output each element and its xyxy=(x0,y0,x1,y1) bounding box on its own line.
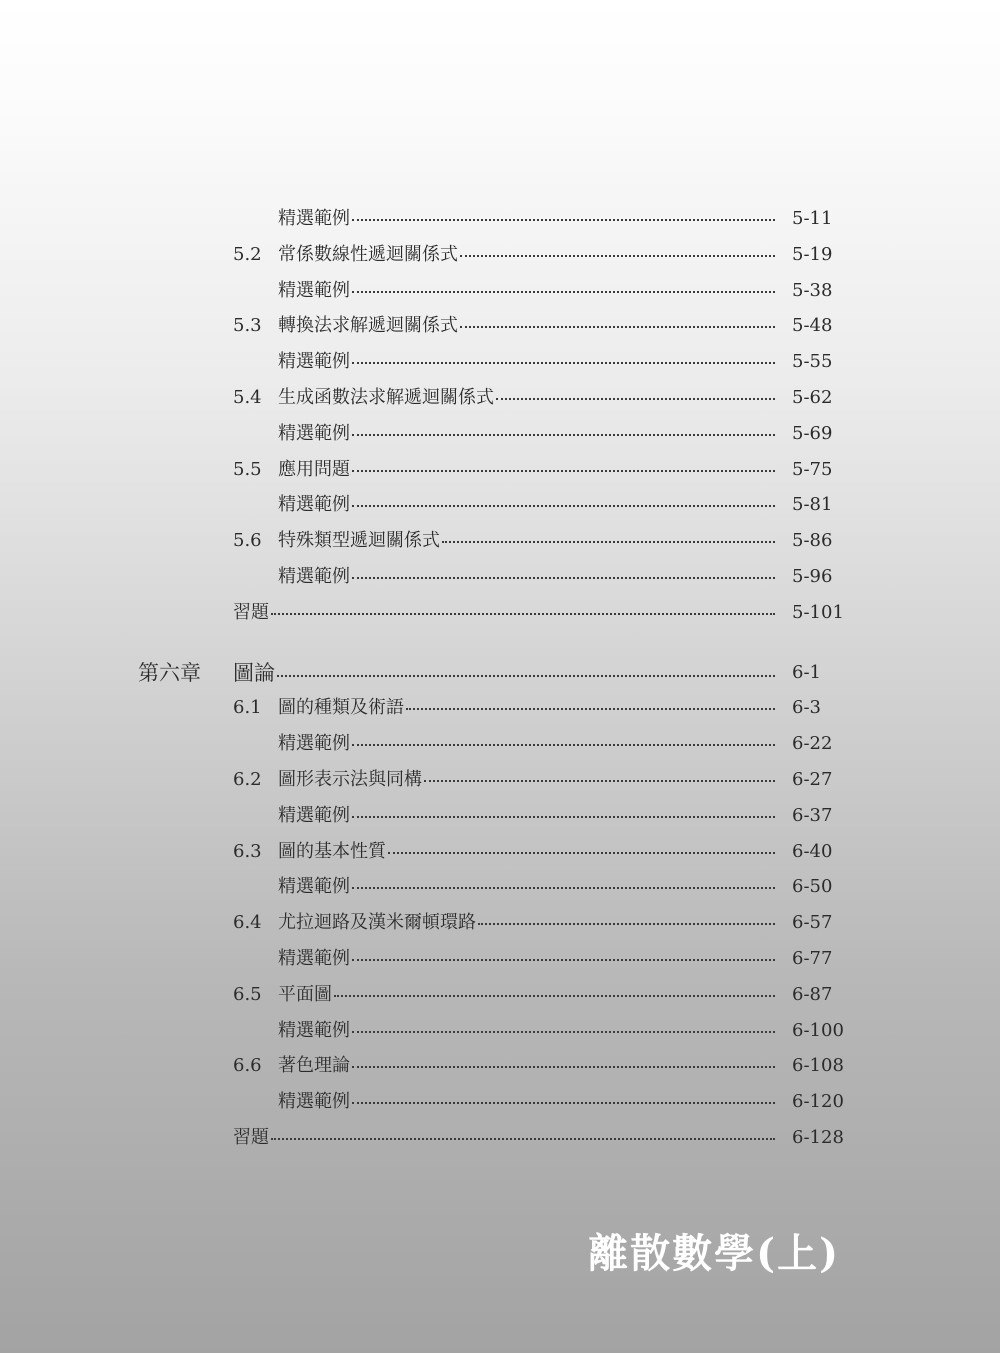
entry-title-text: 常係數線性遞迴關係式 xyxy=(278,243,458,265)
entry-title xyxy=(278,490,775,520)
page-number: 6-120 xyxy=(792,1091,844,1113)
toc-subsection-row xyxy=(0,419,1000,449)
dot-leader xyxy=(271,1138,775,1140)
entry-title xyxy=(278,204,775,234)
entry-title-text: 精選範例 xyxy=(278,422,350,444)
dot-leader xyxy=(271,613,775,615)
entry-title-text: 應用問題 xyxy=(278,458,350,480)
dot-leader xyxy=(352,470,775,472)
dot-leader xyxy=(334,995,775,997)
dot-leader xyxy=(352,434,775,436)
toc-subsection-row xyxy=(0,801,1000,831)
toc-subsection-row xyxy=(0,729,1000,759)
dot-leader xyxy=(352,362,775,364)
page-number: 5-86 xyxy=(792,530,833,552)
entry-title xyxy=(278,801,775,831)
page-number: 5-11 xyxy=(792,208,833,229)
toc-section-row xyxy=(0,980,1000,1010)
entry-title-text: 習題 xyxy=(233,1127,269,1148)
entry-title xyxy=(278,240,775,270)
toc-subsection-row xyxy=(0,347,1000,377)
entry-title xyxy=(278,347,775,377)
entry-title xyxy=(278,1087,775,1117)
entry-title-text: 圖形表示法與同構 xyxy=(278,769,422,790)
entry-title-text: 習題 xyxy=(233,601,269,623)
entry-title xyxy=(278,383,775,413)
page-number: 6-40 xyxy=(792,840,833,862)
dot-leader xyxy=(424,780,775,782)
entry-title xyxy=(278,562,775,592)
section-number: 5.4 xyxy=(233,387,262,408)
dot-leader xyxy=(352,744,775,746)
dot-leader xyxy=(496,398,775,400)
dot-leader xyxy=(460,255,775,257)
toc-section-row xyxy=(0,383,1000,413)
book-title: 離散數學(上) xyxy=(588,1230,840,1277)
toc-section-row xyxy=(0,1051,1000,1081)
page-number: 6-37 xyxy=(792,804,833,826)
page-number: 5-81 xyxy=(792,494,833,516)
dot-leader xyxy=(442,541,775,543)
entry-title xyxy=(278,276,775,306)
dot-leader xyxy=(460,326,775,328)
entry-title-text: 精選範例 xyxy=(278,279,350,301)
dot-leader xyxy=(352,505,775,507)
page-number: 5-19 xyxy=(792,243,833,265)
toc-section-row xyxy=(0,693,1000,723)
page-number: 6-87 xyxy=(792,983,833,1005)
entry-title-text: 生成函數法求解遞迴關係式 xyxy=(278,387,494,408)
dot-leader xyxy=(388,852,775,854)
entry-title-text: 圖的基本性質 xyxy=(278,840,386,862)
toc-subsection-row xyxy=(0,276,1000,306)
page-number: 6-22 xyxy=(792,733,833,755)
toc-section-row xyxy=(0,765,1000,795)
section-number: 6.2 xyxy=(233,769,262,790)
dot-leader xyxy=(406,708,775,710)
entry-title-text: 圖論 xyxy=(233,660,275,685)
entry-title xyxy=(233,1123,775,1153)
dot-leader xyxy=(352,219,775,221)
entry-title xyxy=(278,729,775,759)
entry-title xyxy=(278,526,775,556)
toc-section-row xyxy=(0,240,1000,270)
page-number: 6-50 xyxy=(792,876,833,898)
toc-exercises-row xyxy=(0,598,1000,628)
section-number: 5.2 xyxy=(233,243,262,265)
page-number: 6-1 xyxy=(792,661,821,683)
entry-title-text: 尤拉迴路及漢米爾頓環路 xyxy=(278,912,476,934)
toc-subsection-row xyxy=(0,872,1000,902)
section-number: 6.3 xyxy=(233,840,262,862)
toc-section-row xyxy=(0,908,1000,938)
section-number: 5.6 xyxy=(233,530,262,552)
page-number: 5-62 xyxy=(792,387,833,408)
toc-subsection-row xyxy=(0,944,1000,974)
page-number: 6-27 xyxy=(792,769,833,790)
page-number: 5-101 xyxy=(792,601,844,623)
dot-leader xyxy=(478,923,775,925)
section-number: 6.5 xyxy=(233,983,262,1005)
entry-title xyxy=(278,419,775,449)
page-number: 5-55 xyxy=(792,351,833,373)
toc-chapter-row xyxy=(0,658,1000,688)
page-number: 6-100 xyxy=(792,1019,844,1041)
entry-title xyxy=(278,980,775,1010)
section-number: 6.4 xyxy=(233,912,262,934)
entry-title xyxy=(278,837,775,867)
entry-title xyxy=(278,455,775,485)
entry-title xyxy=(233,658,775,688)
toc-section-row xyxy=(0,837,1000,867)
dot-leader xyxy=(352,1066,775,1068)
dot-leader xyxy=(277,675,775,677)
page-number: 5-48 xyxy=(792,315,833,337)
dot-leader xyxy=(352,1102,775,1104)
section-number: 6.6 xyxy=(233,1055,262,1077)
toc-subsection-row xyxy=(0,1016,1000,1046)
entry-title xyxy=(278,944,775,974)
page-number: 5-38 xyxy=(792,279,833,301)
page-number: 6-57 xyxy=(792,912,833,934)
dot-leader xyxy=(352,291,775,293)
page-number: 5-96 xyxy=(792,566,833,587)
page-number: 6-77 xyxy=(792,948,833,969)
section-number: 5.5 xyxy=(233,458,262,480)
entry-title-text: 精選範例 xyxy=(278,351,350,373)
section-number: 6.1 xyxy=(233,697,262,719)
toc-exercises-row xyxy=(0,1123,1000,1153)
page-number: 6-3 xyxy=(792,697,821,719)
toc-section-row xyxy=(0,526,1000,556)
dot-leader xyxy=(352,959,775,961)
dot-leader xyxy=(352,1031,775,1033)
toc-subsection-row xyxy=(0,562,1000,592)
toc-subsection-row xyxy=(0,1087,1000,1117)
entry-title-text: 精選範例 xyxy=(278,948,350,969)
entry-title-text: 圖的種類及術語 xyxy=(278,697,404,719)
entry-title xyxy=(278,765,775,795)
entry-title-text: 精選範例 xyxy=(278,1019,350,1041)
section-number: 5.3 xyxy=(233,315,262,337)
entry-title-text: 精選範例 xyxy=(278,876,350,898)
entry-title-text: 精選範例 xyxy=(278,208,350,229)
entry-title xyxy=(278,872,775,902)
entry-title-text: 精選範例 xyxy=(278,494,350,516)
page-number: 5-75 xyxy=(792,458,833,480)
entry-title xyxy=(233,598,775,628)
page-number: 5-69 xyxy=(792,422,833,444)
entry-title-text: 轉換法求解遞迴關係式 xyxy=(278,315,458,337)
dot-leader xyxy=(352,887,775,889)
toc-subsection-row xyxy=(0,204,1000,234)
entry-title xyxy=(278,1016,775,1046)
entry-title xyxy=(278,908,775,938)
entry-title xyxy=(278,693,775,723)
page-number: 6-128 xyxy=(792,1127,844,1148)
toc-section-row xyxy=(0,455,1000,485)
entry-title-text: 特殊類型遞迴關係式 xyxy=(278,530,440,552)
dot-leader xyxy=(352,577,775,579)
page-number: 6-108 xyxy=(792,1055,844,1077)
toc-subsection-row xyxy=(0,490,1000,520)
entry-title-text: 著色理論 xyxy=(278,1055,350,1077)
entry-title-text: 精選範例 xyxy=(278,566,350,587)
chapter-number: 第六章 xyxy=(138,660,201,685)
entry-title-text: 平面圖 xyxy=(278,983,332,1005)
entry-title xyxy=(278,1051,775,1081)
entry-title-text: 精選範例 xyxy=(278,733,350,755)
toc-section-row xyxy=(0,311,1000,341)
dot-leader xyxy=(352,816,775,818)
entry-title-text: 精選範例 xyxy=(278,1091,350,1113)
entry-title-text: 精選範例 xyxy=(278,804,350,826)
entry-title xyxy=(278,311,775,341)
